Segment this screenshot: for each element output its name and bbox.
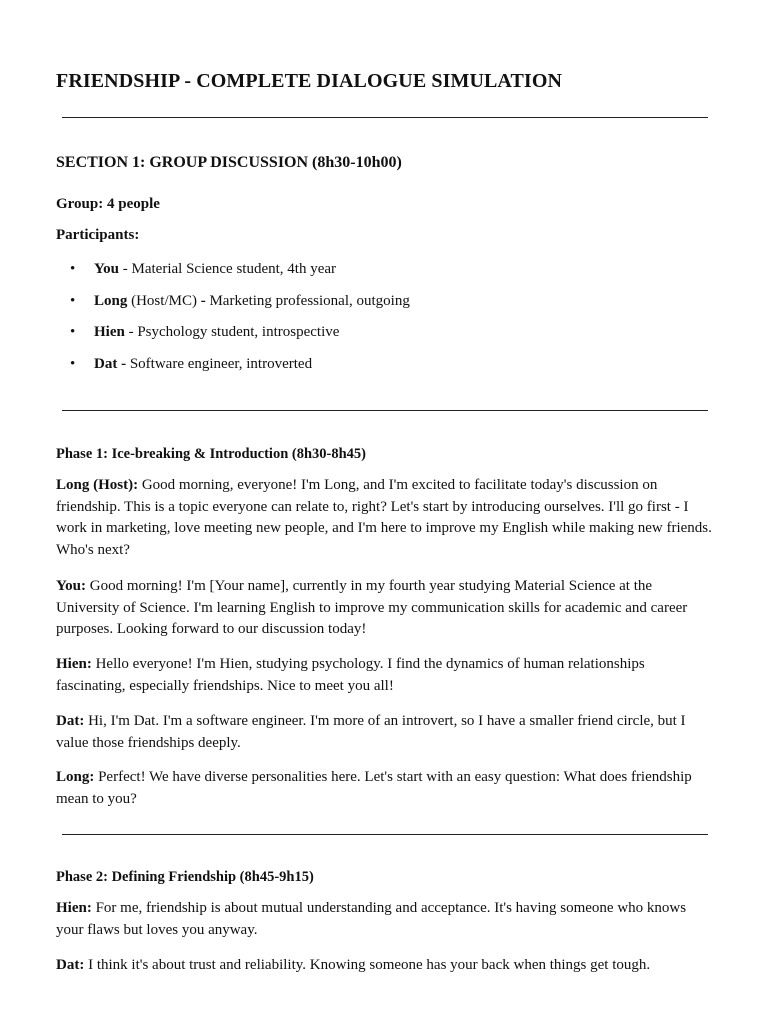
speaker-label: Hien: xyxy=(56,656,92,672)
dialogue-line xyxy=(56,955,716,977)
divider xyxy=(62,410,708,411)
dialogue-line xyxy=(56,711,716,754)
list-item xyxy=(56,321,410,353)
speaker-label: Long: xyxy=(56,769,95,785)
participant-separator: - xyxy=(124,324,138,340)
divider xyxy=(62,834,708,835)
bullet-icon: • xyxy=(70,324,76,340)
participant-name: Long xyxy=(94,292,128,309)
list-item xyxy=(56,258,410,290)
participant-role: (Host/MC) xyxy=(127,292,201,309)
dialogue-line xyxy=(56,654,716,697)
dialogue-text: For me, friendship is about mutual understanding and acceptance. It's having someone who knows your flaws but loves you anyway. xyxy=(56,900,687,938)
participant-name: You xyxy=(94,261,120,277)
participants-label: Participants: xyxy=(56,227,140,243)
divider xyxy=(62,117,708,118)
bullet-icon: • xyxy=(70,355,76,372)
dialogue-line xyxy=(56,576,716,641)
speaker-label: You: xyxy=(56,578,87,594)
bullet-icon: • xyxy=(70,292,76,309)
participant-name: Dat xyxy=(94,355,118,372)
participant-description: Marketing professional, outgoing xyxy=(209,292,410,309)
participant-description: Material Science student, 4th year xyxy=(131,261,337,277)
dialogue-text: Perfect! We have diverse personalities here. Let's start with an easy question: What does friendship mean to you? xyxy=(56,769,692,807)
dialogue-line xyxy=(56,767,716,810)
dialogue-text: Hello everyone! I'm Hien, studying psychology. I find the dynamics of human relationships fascinating, especially friendships. Nice to meet you all! xyxy=(56,656,645,694)
list-item xyxy=(56,353,410,385)
dialogue-text: Good morning, everyone! I'm Long, and I'm excited to facilitate today's discussion on friendship. This is a topic everyone can relate to, right? Let's start by introducing ourselves. I'll go first - I work in marketing, love meeting new people, and I'm here to improve my English while making new friends. Who's next? xyxy=(56,477,712,558)
speaker-label: Dat: xyxy=(56,713,85,729)
dialogue-text: I think it's about trust and reliability. Knowing someone has your back when things get tough. xyxy=(84,957,651,973)
group-size: Group: 4 people xyxy=(56,196,160,212)
dialogue-line xyxy=(56,475,716,561)
list-item xyxy=(56,290,410,322)
document-title: FRIENDSHIP - COMPLETE DIALOGUE SIMULATION xyxy=(56,70,563,92)
participant-description: Software engineer, introverted xyxy=(129,355,313,372)
participant-name: Hien xyxy=(94,324,125,340)
dialogue-line xyxy=(56,898,716,941)
participant-separator: - xyxy=(200,292,210,309)
dialogue-text: Hi, I'm Dat. I'm a software engineer. I'm more of an introvert, so I have a smaller friend circle, but I value those friendships deeply. xyxy=(56,713,686,751)
participants-list xyxy=(56,258,410,384)
participant-description: Psychology student, introspective xyxy=(137,324,340,340)
phase-heading: Phase 1: Ice-breaking & Introduction (8h30-8h45) xyxy=(56,446,367,462)
speaker-label: Long (Host): xyxy=(56,477,139,493)
dialogue-text: Good morning! I'm [Your name], currently in my fourth year studying Material Science at the University of Science. I'm learning English to improve my communication skills for academic and career purposes. Looking forward to our discussion today! xyxy=(56,578,688,637)
speaker-label: Dat: xyxy=(56,957,85,973)
participant-separator: - xyxy=(117,355,130,372)
participant-separator: - xyxy=(119,261,132,277)
phase-heading: Phase 2: Defining Friendship (8h45-9h15) xyxy=(56,869,314,885)
speaker-label: Hien: xyxy=(56,900,92,916)
section-heading: SECTION 1: GROUP DISCUSSION (8h30-10h00) xyxy=(56,154,402,171)
bullet-icon: • xyxy=(70,261,76,277)
